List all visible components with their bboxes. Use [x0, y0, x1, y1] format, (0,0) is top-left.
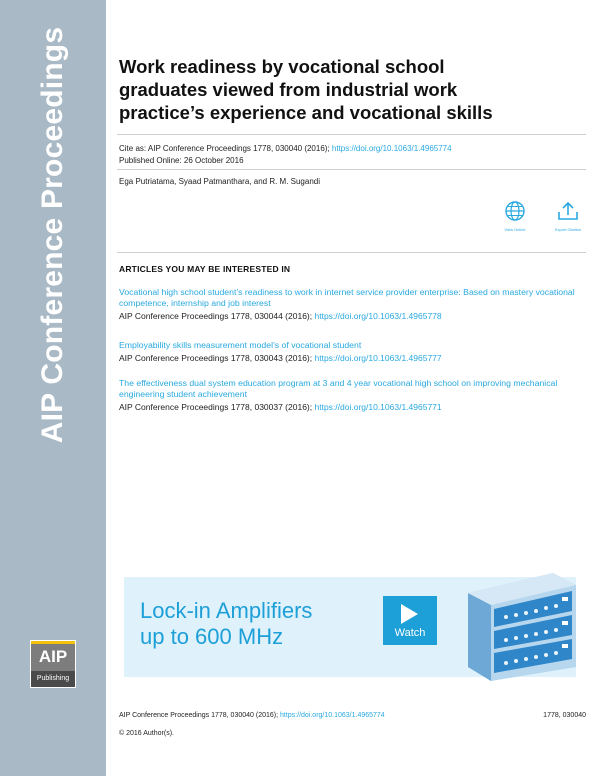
watch-label: Watch [394, 627, 426, 639]
related-articles-heading: ARTICLES YOU MAY BE INTERESTED IN [119, 264, 291, 274]
sidebar [0, 0, 106, 776]
journal-name: AIP Conference Proceedings [36, 26, 69, 444]
logo-publishing-text: Publishing [31, 671, 75, 687]
footer-cite-text: AIP Conference Proceedings 1778, 030040 (2016); [119, 712, 279, 719]
footer-doi-link[interactable]: https://doi.org/10.1063/1.4965774 [280, 712, 385, 719]
footer-page-number: 1778, 030040 [543, 712, 586, 719]
advertisement-banner[interactable] [124, 567, 576, 686]
related-article-doi-link[interactable]: https://doi.org/10.1063/1.4965771 [314, 402, 442, 412]
related-article-title[interactable]: Employability skills measurement model’s of vocational student [119, 340, 362, 350]
related-article-source: AIP Conference Proceedings 1778, 030037 (2016); [119, 402, 313, 412]
ad-line-1: Lock-in Amplifiers [140, 598, 313, 623]
section-divider [117, 252, 586, 253]
related-article [119, 340, 584, 363]
related-article [119, 287, 584, 321]
aip-publishing-logo[interactable] [30, 640, 76, 688]
related-article-doi-link[interactable]: https://doi.org/10.1063/1.4965777 [314, 353, 442, 363]
related-article-source: AIP Conference Proceedings 1778, 030043 (2016); [119, 353, 313, 363]
play-icon [401, 604, 418, 624]
ad-headline [140, 598, 312, 650]
related-article [119, 378, 584, 412]
related-article-doi-link[interactable]: https://doi.org/10.1063/1.4965778 [314, 311, 442, 321]
article-doi-link[interactable]: https://doi.org/10.1063/1.4965774 [331, 144, 452, 153]
export-citation-label: Export Citation [554, 227, 582, 232]
cite-label: Cite as: AIP Conference Proceedings 1778, 030040 (2016); [119, 144, 330, 153]
meta-divider [117, 169, 586, 170]
copyright: © 2016 Author(s). [119, 730, 174, 737]
related-article-title[interactable]: The effectiveness dual system education program at 3 and 4 year vocational high school on improving mechanical engineering student achievement [119, 378, 558, 399]
view-online-label: View Online [504, 227, 526, 232]
related-article-cite [119, 353, 584, 363]
related-article-cite [119, 402, 584, 412]
published-date: Published Online: 26 October 2016 [119, 156, 244, 165]
view-online-button[interactable] [497, 200, 533, 232]
cite-line [119, 144, 452, 153]
authors: Ega Putriatama, Syaad Patmanthara, and R. M. Sugandi [119, 177, 321, 186]
related-article-cite [119, 311, 584, 321]
related-article-source: AIP Conference Proceedings 1778, 030044 (2016); [119, 311, 313, 321]
top-divider [117, 134, 586, 135]
logo-aip-text: AIP [31, 641, 75, 671]
article-title: Work readiness by vocational school graduates viewed from industrial work practice’s experience and vocational skills [119, 56, 493, 123]
ad-line-2: up to 600 MHz [140, 624, 284, 649]
related-article-title[interactable]: Vocational high school student’s readiness to work in internet service provider enterprise: Based on mastery vocational competence, internship and job interest [119, 287, 575, 308]
footer-citation [119, 712, 385, 719]
export-icon [556, 200, 580, 222]
export-citation-button[interactable] [548, 200, 588, 232]
globe-icon [504, 200, 526, 222]
instrument-rack-image [458, 571, 578, 683]
watch-button[interactable] [383, 596, 437, 645]
